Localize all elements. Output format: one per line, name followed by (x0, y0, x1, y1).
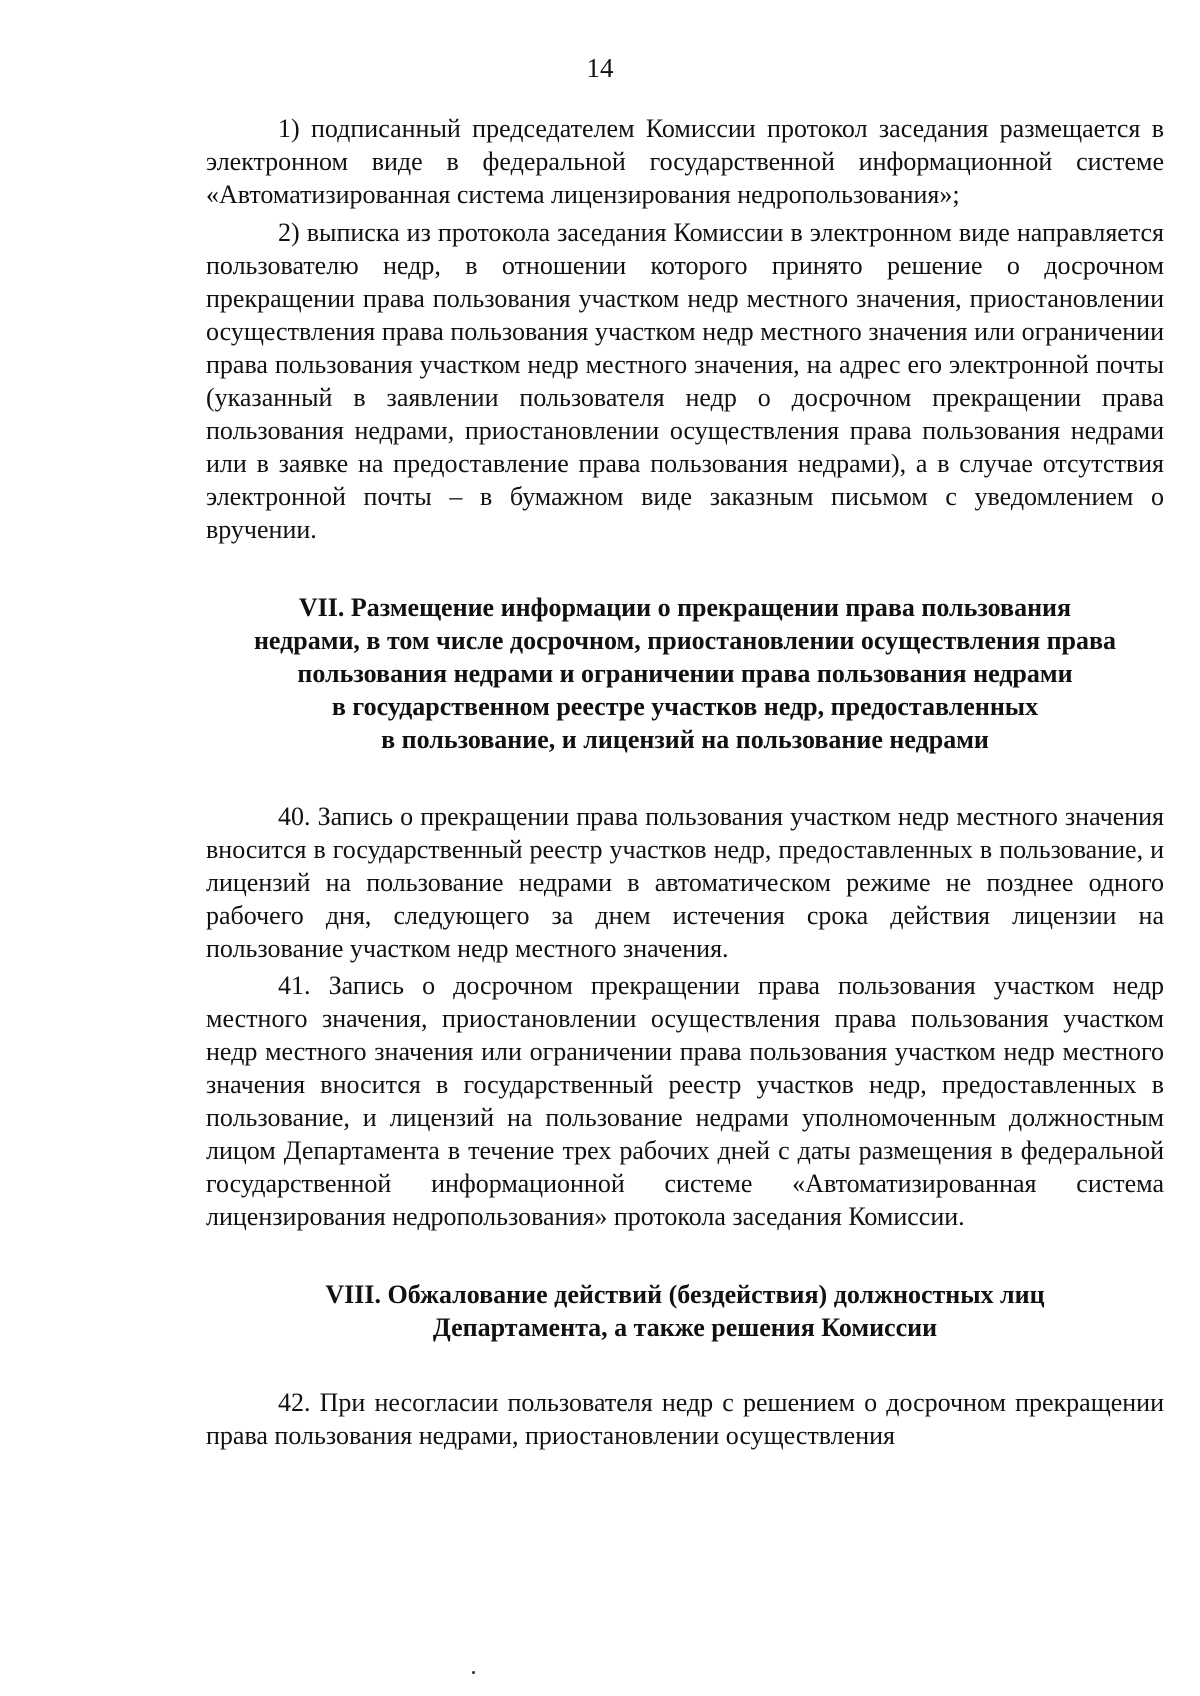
section-heading-viii-line: Департамента, а также решения Комиссии (432, 1313, 938, 1342)
section-heading-vii-line: пользования недрами и ограничении права пользования недрами (297, 659, 1073, 688)
section-heading-viii-line: VIII. Обжалование действий (бездействия) должностных лиц (325, 1280, 1045, 1309)
scan-speck (472, 1671, 475, 1674)
paragraph-41: 41. Запись о досрочном прекращении права пользования участком недр местного значения, приостановлении осуществления права пользования участком недр местного значения или ограничении права пользования участком недр местного значения вносится в государственный реестр участков недр, предоставленных в пользование, и лицензий на пользование недрами уполномоченным должностным лицом Департамента в течение трех рабочих дней с даты размещения в федеральной государственной информационной системе «Автоматизированная система лицензирования недропользования» протокола заседания Комиссии. (206, 971, 1164, 1231)
section-heading-vii (206, 591, 1164, 756)
section-heading-viii (206, 1278, 1164, 1344)
section-heading-vii-line: в государственном реестре участков недр, предоставленных (331, 692, 1039, 721)
paragraph-40: 40. Запись о прекращении права пользования участком недр местного значения вносится в государственный реестр участков недр, предоставленных в пользование, и лицензий на пользование недрами в автоматическом режиме не позднее одного рабочего дня, следующего за днем истечения срока действия лицензии на пользование участком недр местного значения. (206, 802, 1164, 963)
section-heading-vii-line: недрами, в том числе досрочном, приостановлении осуществления права (253, 626, 1117, 655)
page-number: 14 (586, 53, 614, 83)
section-heading-vii-line: в пользование, и лицензий на пользование недрами (381, 725, 989, 754)
section-heading-vii-line: VII. Размещение информации о прекращении права пользования (298, 593, 1072, 622)
paragraph-item-1: 1) подписанный председателем Комиссии протокол заседания размещается в электронном виде в федеральной государственной информационной системе «Автоматизированная система лицензирования недропользования»; (206, 114, 1164, 209)
document-body (206, 112, 1164, 1452)
paragraph-item-2: 2) выписка из протокола заседания Комиссии в электронном виде направляется пользователю недр, в отношении которого принято решение о досрочном прекращении права пользования участком недр местного значения, приостановлении осуществления права пользования участком недр местного значения или ограничении права пользования участком недр местного значения, на адрес его электронной почты (указанный в заявлении пользователя недр о досрочном прекращении права пользования недрами, приостановлении осуществления права пользования недрами или в заявке на предоставление права пользования недрами), а в случае отсутствия электронной почты – в бумажном виде заказным письмом с уведомлением о вручении. (206, 218, 1164, 544)
paragraph-42: 42. При несогласии пользователя недр с решением о досрочном прекращении права пользования недрами, приостановлении осуществления (206, 1388, 1164, 1450)
